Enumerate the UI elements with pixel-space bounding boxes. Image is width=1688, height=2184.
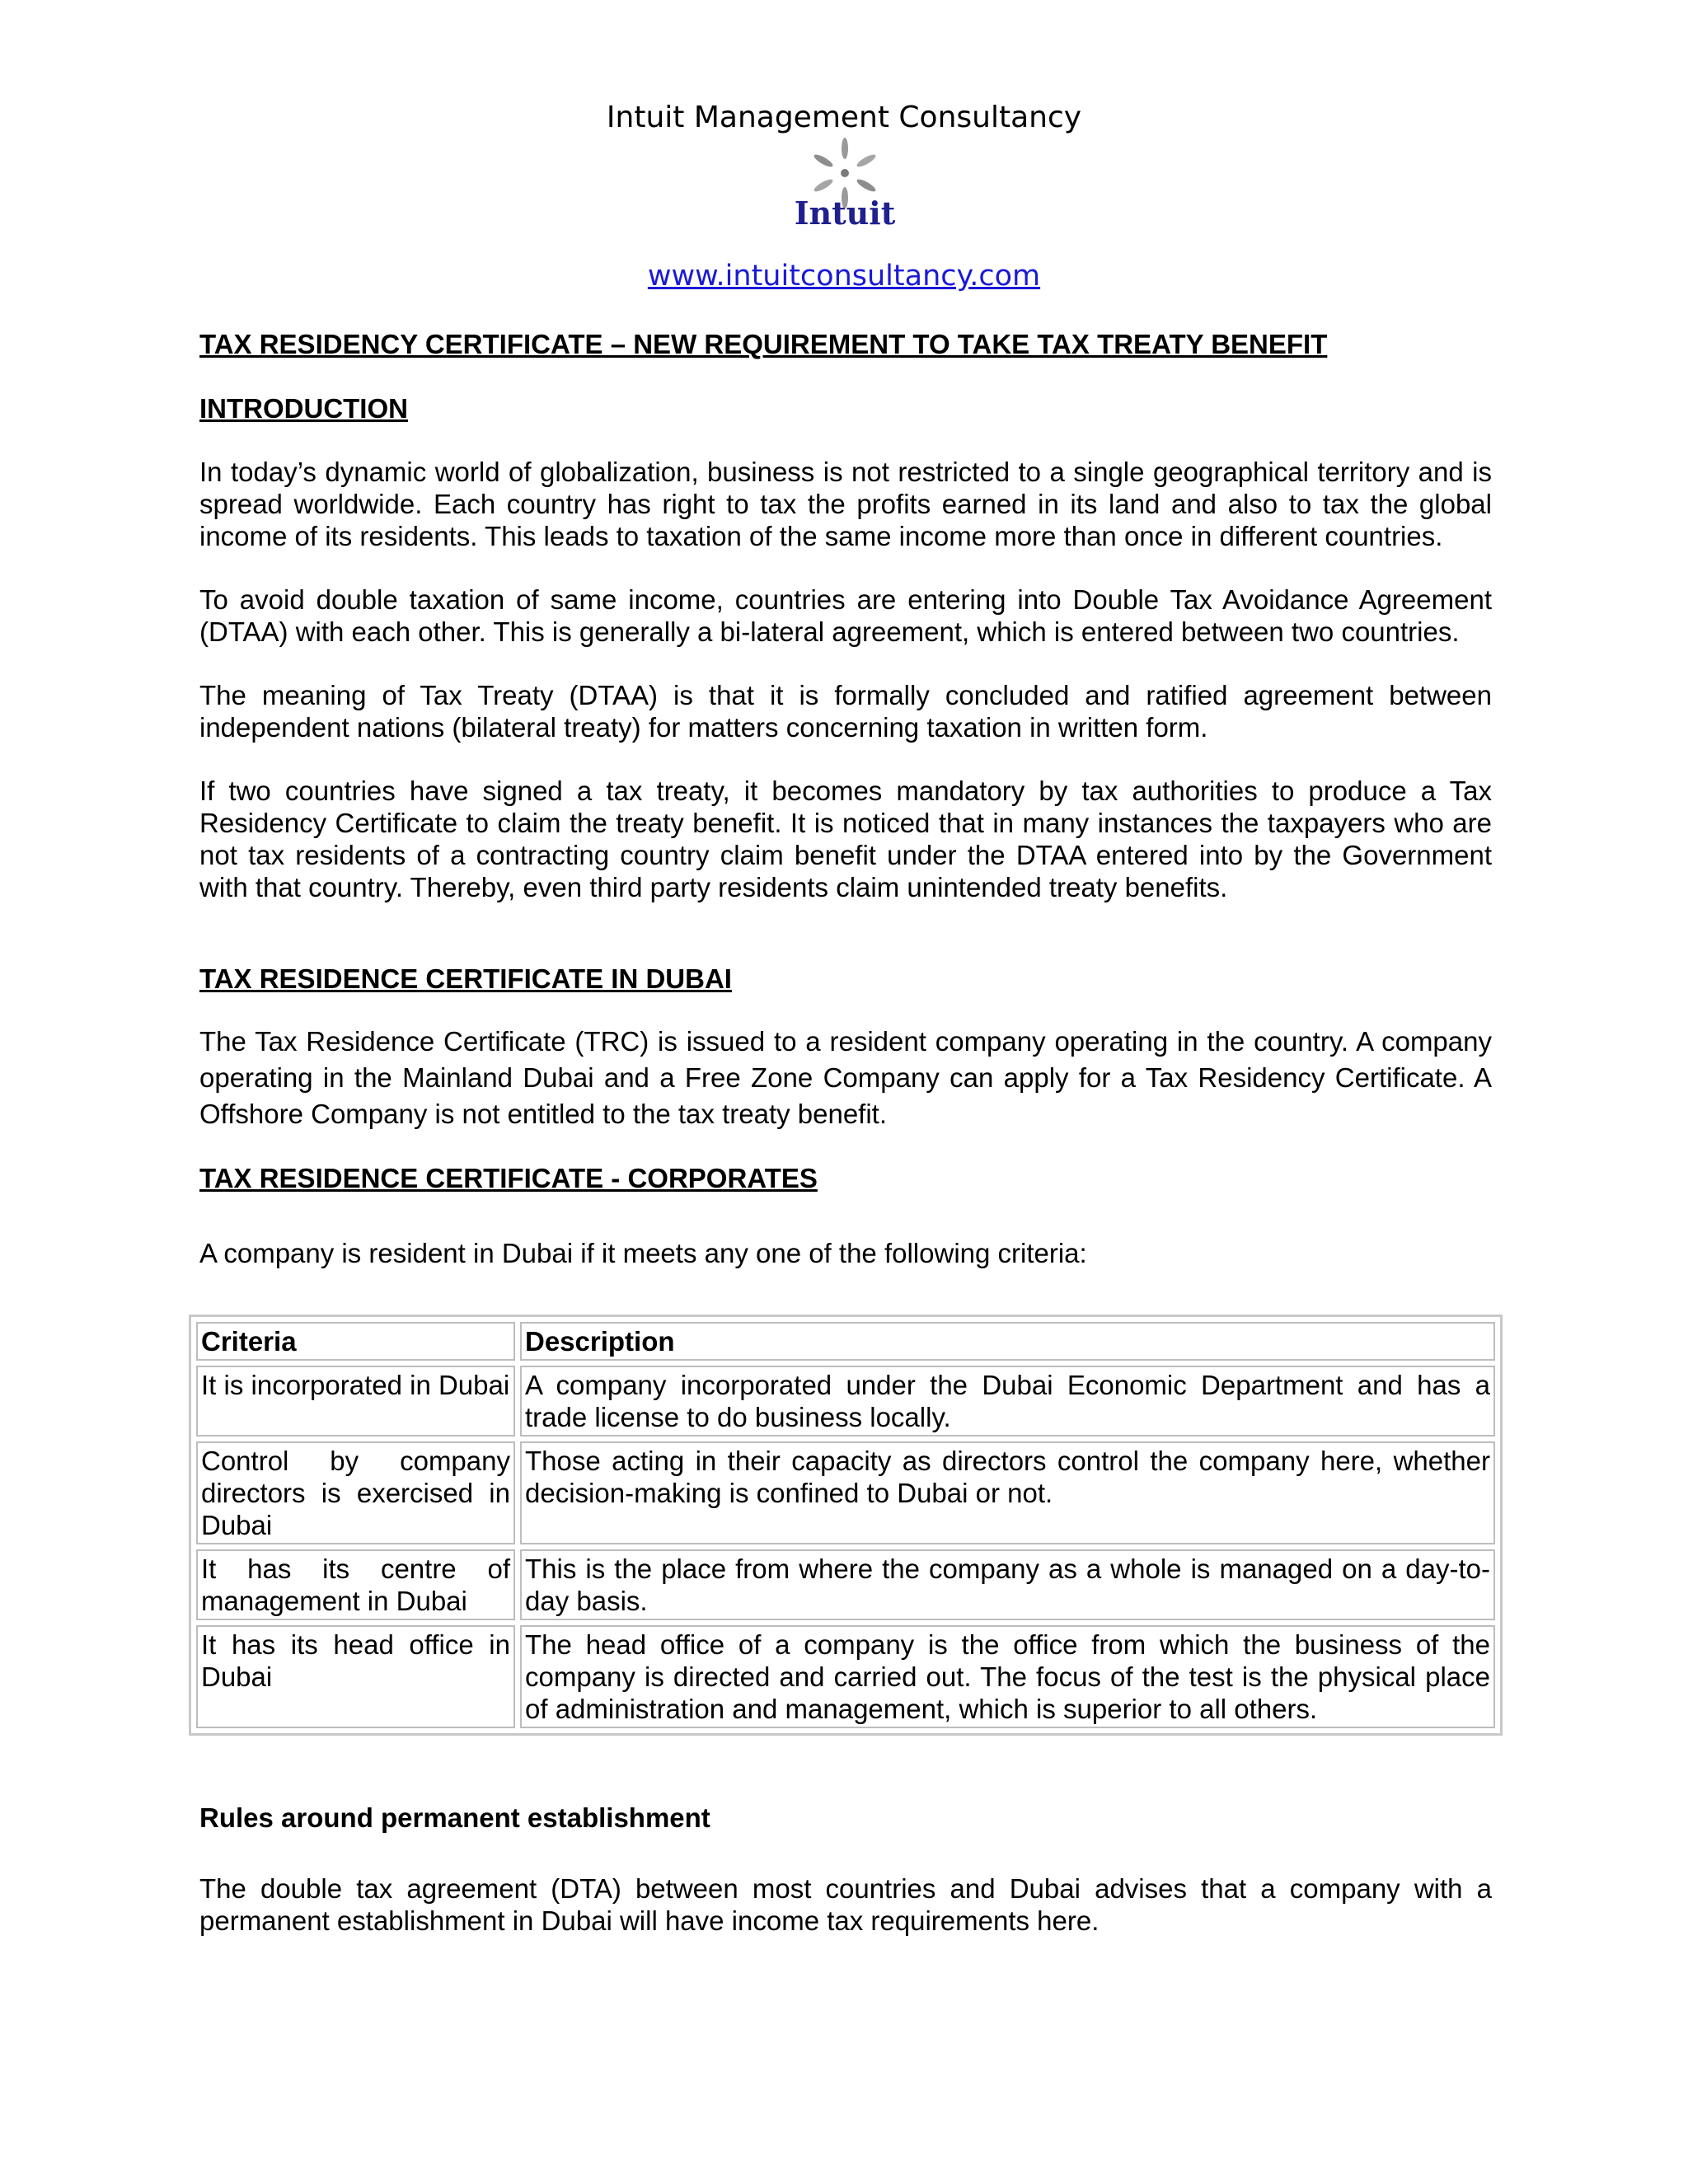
intro-paragraph-4: If two countries have signed a tax treaty, it becomes mandatory by tax authorities to produce a Tax Residency Certificate to claim the treaty benefit. It is noticed that in many instances the taxpayers who are not tax residents of a contracting country claim benefit under the DTAA entered into by the Government with that country. Thereby, even third party residents claim unintended treaty benefits. <box>199 776 1492 902</box>
criteria-column-header: Criteria <box>196 1322 515 1361</box>
corporates-paragraph: A company is resident in Dubai if it meets any one of the following criteria: <box>199 1238 1087 1268</box>
description-cell: Those acting in their capacity as directors control the company here, whether decision-making is confined to Dubai or not. <box>520 1441 1495 1544</box>
website-link[interactable]: www.intuitconsultancy.com <box>647 260 1041 293</box>
table-row <box>196 1441 1495 1544</box>
document-title: TAX RESIDENCY CERTIFICATE – NEW REQUIREMENT TO TAKE TAX TREATY BENEFIT <box>199 329 1328 359</box>
corporates-heading: TAX RESIDENCE CERTIFICATE - CORPORATES <box>199 1163 818 1193</box>
description-cell: This is the place from where the company as a whole is managed on a day-to-day basis. <box>520 1549 1495 1620</box>
description-cell: A company incorporated under the Dubai Economic Department and has a trade license to do business locally. <box>520 1366 1495 1436</box>
criteria-cell: Control by company directors is exercised in Dubai <box>196 1441 515 1544</box>
description-cell: The head office of a company is the office from which the business of the company is directed and carried out. The focus of the test is the physical place of administration and management, which is superior to all others. <box>520 1625 1495 1728</box>
permanent-establishment-paragraph: The double tax agreement (DTA) between most countries and Dubai advises that a company with a permanent establishment in Dubai will have income tax requirements here. <box>199 1873 1492 1936</box>
intro-heading: INTRODUCTION <box>199 393 408 424</box>
dubai-paragraph: The Tax Residence Certificate (TRC) is issued to a resident company operating in the country. A company operating in the Mainland Dubai and a Free Zone Company can apply for a Tax Residency Certificate. A Offshore Company is not entitled to the tax treaty benefit. <box>199 1026 1492 1129</box>
criteria-cell: It is incorporated in Dubai <box>196 1366 515 1436</box>
website-link-wrap <box>0 255 1688 297</box>
intro-paragraph-2: To avoid double taxation of same income, countries are entering into Double Tax Avoidance Agreement (DTAA) with each other. This is generally a bi-lateral agreement, which is entered between two countries. <box>199 584 1492 647</box>
intro-paragraph-3: The meaning of Tax Treaty (DTAA) is that it is formally concluded and ratified agreement between independent nations (bilateral treaty) for matters concerning taxation in written form. <box>199 680 1492 743</box>
dubai-heading: TAX RESIDENCE CERTIFICATE IN DUBAI <box>199 963 732 994</box>
table-header-row <box>196 1322 1495 1361</box>
intuit-logo <box>767 134 923 232</box>
intro-paragraph-1: In today’s dynamic world of globalization, business is not restricted to a single geographical territory and is spread worldwide. Each country has right to tax the profits earned in its land and also to tax the global income of its residents. This leads to taxation of the same income more than once in different countries. <box>199 457 1492 551</box>
table-row <box>196 1366 1495 1436</box>
table-row <box>196 1549 1495 1620</box>
description-column-header: Description <box>520 1322 1495 1361</box>
table-row <box>196 1625 1495 1728</box>
org-name: Intuit Management Consultancy <box>606 101 1082 134</box>
criteria-cell: It has its centre of management in Dubai <box>196 1549 515 1620</box>
logo-wordmark: Intuit <box>794 194 896 232</box>
permanent-establishment-heading: Rules around permanent establishment <box>199 1802 710 1833</box>
criteria-cell: It has its head office in Dubai <box>196 1625 515 1728</box>
criteria-table <box>189 1315 1503 1736</box>
